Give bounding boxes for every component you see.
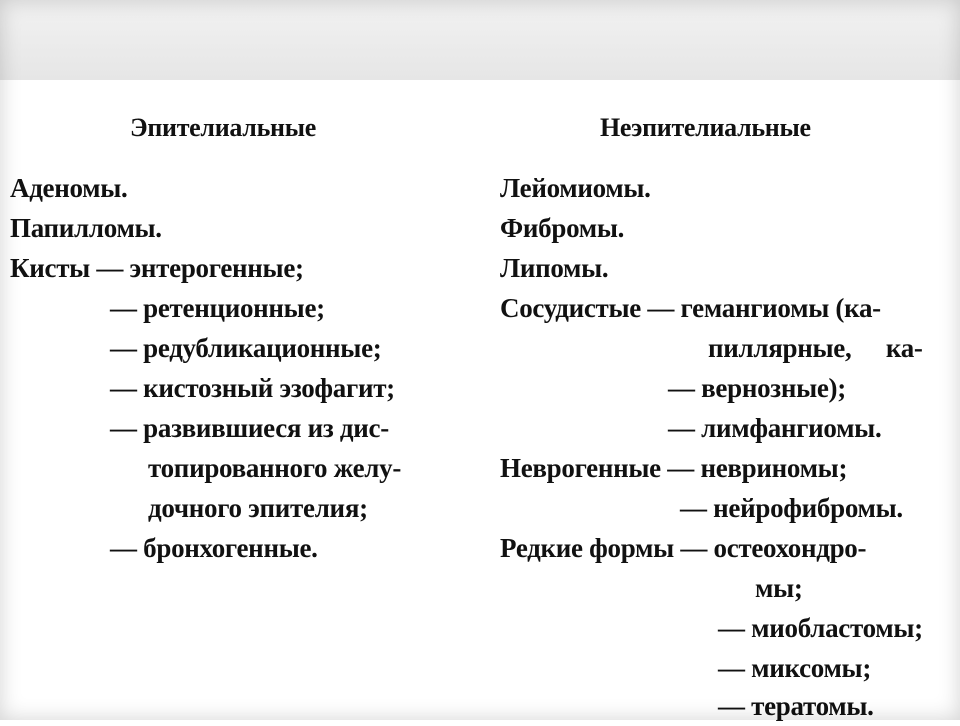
left-line-2: Папилломы. (10, 213, 162, 243)
left-line-10: — бронхогенные. (110, 533, 318, 563)
right-line-14: — тератомы. (718, 691, 874, 721)
left-line-3: Кисты — энтерогенные; (10, 253, 304, 283)
left-line-6: — кистозный эзофагит; (110, 373, 395, 403)
slide-header-band (0, 0, 960, 80)
tumor-classification-table (0, 80, 960, 720)
left-line-4: — ретенционные; (110, 293, 325, 323)
right-line-10: Редкие формы — остеохондро- (500, 533, 867, 563)
right-line-2: Фибромы. (500, 213, 625, 243)
right-line-7: — лимфангиомы. (668, 413, 882, 443)
right-line-5: пиллярные, ка- (708, 333, 923, 363)
right-line-8: Неврогенные — невриномы; (500, 453, 848, 483)
right-line-12: — миобластомы; (718, 613, 923, 643)
left-line-1: Аденомы. (10, 173, 128, 203)
right-line-11: мы; (755, 573, 803, 603)
right-line-13: — миксомы; (718, 653, 872, 683)
right-line-4: Сосудистые — гемангиомы (ка- (500, 293, 881, 323)
right-line-9: — нейрофибромы. (680, 493, 903, 523)
left-line-8: топированного желу- (148, 453, 402, 483)
left-column-heading: Эпителиальные (130, 113, 316, 142)
right-line-1: Лейомиомы. (500, 173, 651, 203)
left-line-7: — развившиеся из дис- (110, 413, 389, 443)
right-line-3: Липомы. (500, 253, 609, 283)
left-line-9: дочного эпителия; (148, 493, 368, 523)
right-line-6: — вернозные); (668, 373, 846, 403)
left-line-5: — редубликационные; (110, 333, 382, 363)
right-column-heading: Неэпителиальные (600, 113, 811, 142)
